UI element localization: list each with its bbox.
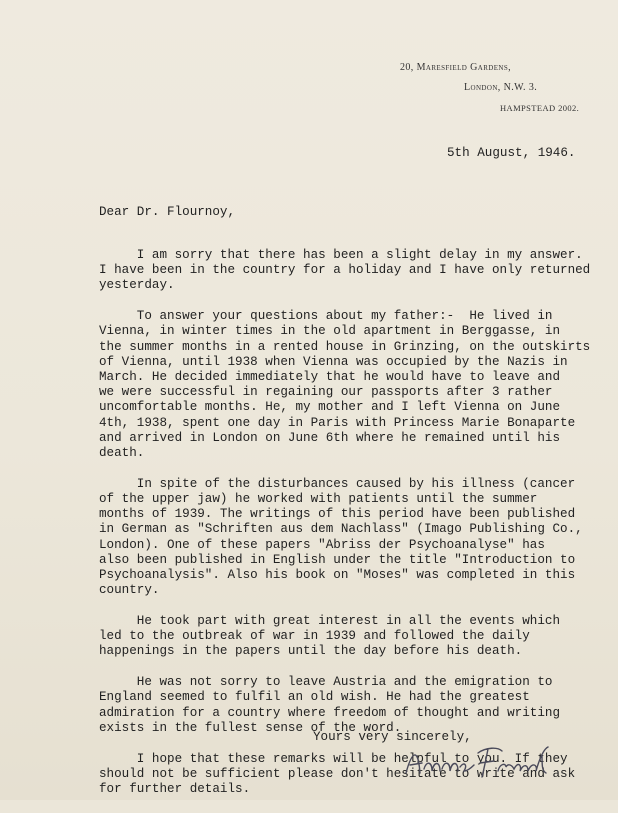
letter-line: I have been in the country for a holiday and I have only returned: [99, 263, 591, 278]
letter-line: of the upper jaw) he worked with patients until the summer: [99, 492, 538, 507]
letterhead-phone: HAMPSTEAD 2002.: [500, 103, 580, 113]
letter-paragraph: [99, 309, 599, 461]
letter-line: Psychoanalysis". Also his book on "Moses" was completed in this: [99, 568, 576, 583]
letter-line: uncomfortable months. He, my mother and I left Vienna on June: [99, 400, 561, 415]
letter-body: [99, 248, 599, 813]
letter-line: for further details.: [99, 782, 251, 797]
letter-line: I hope that these remarks will be helpful to you. If they: [99, 751, 568, 766]
letter-line: also been published in English under the title "Introduction to: [99, 552, 576, 567]
letter-line: led to the outbreak of war in 1939 and followed the daily: [99, 629, 530, 644]
letterhead-address: 20, Maresfield Gardens,: [400, 62, 512, 73]
letter-line: yesterday.: [99, 278, 175, 293]
letterhead-city: London, N.W. 3.: [464, 82, 538, 93]
letter-line: country.: [99, 583, 160, 598]
letter-line: London). One of these papers "Abriss der Psychoanalyse" has: [99, 537, 545, 552]
letter-line: of Vienna, until 1938 when Vienna was occupied by the Nazis in: [99, 354, 568, 369]
letter-line: happenings in the papers until the day before his death.: [99, 644, 523, 659]
letter-line: 4th, 1938, spent one day in Paris with Princess Marie Bonaparte: [99, 415, 576, 430]
letter-line: we were successful in regaining our passports after 3 rather: [99, 385, 553, 400]
letter-paragraph: [99, 614, 599, 660]
letter-line: March. He decided immediately that he would have to leave and: [99, 370, 561, 385]
letterhead: [400, 58, 580, 118]
letter-line: death.: [99, 446, 145, 461]
letter-line: I am sorry that there has been a slight delay in my answer.: [99, 248, 583, 262]
letter-line: the summer months in a rented house in Grinzing, on the outskirts: [99, 339, 591, 354]
letter-line: Vienna, in winter times in the old apartment in Berggasse, in: [99, 324, 561, 339]
letter-line: exists in the fullest sense of the word.: [99, 720, 402, 735]
salutation: Dear Dr. Flournoy,: [99, 205, 236, 219]
letter-line: should not be sufficient please don't hesitate to write and ask: [99, 766, 576, 781]
closing: Yours very sincerely,: [313, 730, 472, 744]
letter-line: He took part with great interest in all the events which: [99, 614, 561, 629]
letter-date: 5th August, 1946.: [447, 146, 576, 160]
letter-line: England seemed to fulfil an old wish. He had the greatest: [99, 690, 530, 705]
letter-line: In spite of the disturbances caused by his illness (cancer: [99, 476, 576, 491]
letter-line: and arrived in London on June 6th where he remained until his: [99, 430, 561, 445]
letter-line: months of 1939. The writings of this period have been published: [99, 507, 576, 522]
letter-paragraph: [99, 477, 599, 599]
letter-line: in German as "Schriften aus dem Nachlass" (Imago Publishing Co.,: [99, 522, 583, 537]
letter-line: He was not sorry to leave Austria and the emigration to: [99, 675, 553, 690]
letter-paragraph: [99, 675, 599, 736]
handwritten-signature: [402, 743, 557, 783]
letter-paragraph: [99, 248, 599, 294]
letter-line: admiration for a country where freedom of thought and writing: [99, 705, 561, 720]
letter-line: To answer your questions about my father:- He lived in: [99, 309, 553, 324]
